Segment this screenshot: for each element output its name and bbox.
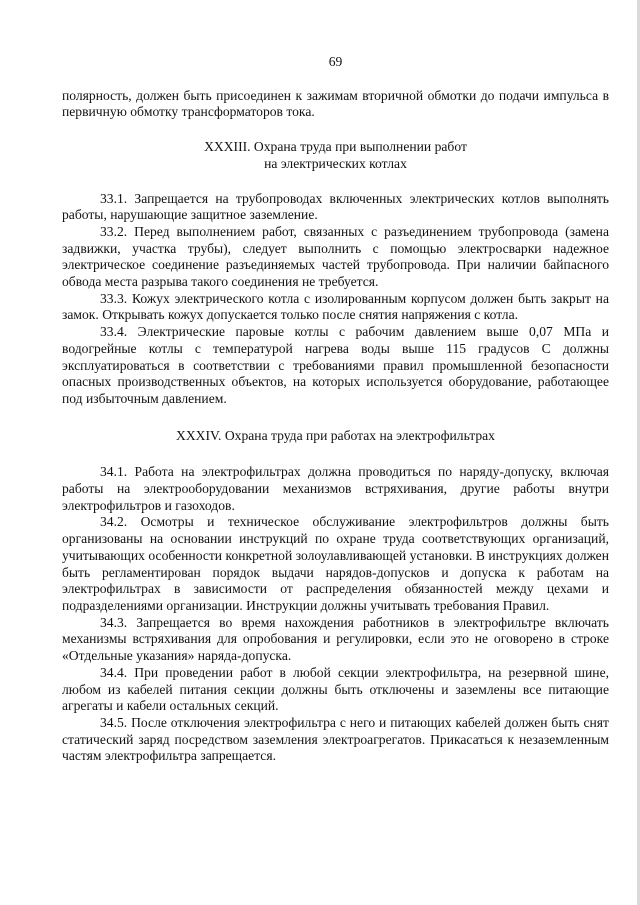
paragraph-34-2: 34.2. Осмотры и техническое обслуживание электрофильтров должны быть организованы на основании инструкций по охране труда соответствующих организаций, учитывающих особенности конкретной золоулавливающей установки. В инструкциях должен быть регламентирован порядок выдачи нарядов-допусков и допуска к работам на электрофильтрах в зависимости от распределения обязанностей между цехами и подразделениями организации. Инструкции должны учитывать требования Правил.: [62, 514, 609, 613]
section-33-body: [62, 191, 609, 408]
section-33-title-line-1: XXXIII. Охрана труда при выполнении работ: [204, 139, 467, 155]
document-page: [62, 54, 609, 765]
page-number: 69: [328, 54, 343, 69]
paragraph-34-4: 34.4. При проведении работ в любой секции электрофильтра, на резервной шине, любом из кабелей питания секции должны быть отключены и заземлены все питающие агрегаты и кабели остальных секций.: [62, 664, 609, 714]
section-33-heading: [62, 139, 609, 172]
paragraph-34-5: 34.5. После отключения электрофильтра с него и питающих кабелей должен быть снят статический заряд посредством заземления электроагрегатов. Прикасаться к незаземленным частям электрофильтра запрещается.: [62, 714, 609, 764]
section-34-body: [62, 464, 609, 765]
paragraph-33-1: 33.1. Запрещается на трубопроводах включенных электрических котлов выполнять работы, нарушающие защитное заземление.: [62, 190, 609, 223]
section-34-heading: [62, 428, 609, 445]
paragraph-33-2: 33.2. Перед выполнением работ, связанных с разъединением трубопровода (замена задвижки, участка трубы), следует выполнить с помощью электросварки надежное электрическое соединение разъединяемых частей трубопровода. При наличии байпасного обвода места разрыва такого соединения не требуется.: [62, 223, 609, 290]
paragraph-34-1: 34.1. Работа на электрофильтрах должна проводиться по наряду-допуску, включая работы на электрооборудовании механизмов встряхивания, другие работы внутри электрофильтров и газоходов.: [62, 464, 609, 513]
section-34-title: XXXIV. Охрана труда при работах на электрофильтрах: [176, 427, 495, 443]
intro-paragraph: полярность, должен быть присоединен к зажимам вторичной обмотки до подачи импульса в первичную обмотку трансформаторов тока.: [62, 87, 609, 120]
paragraph-33-4: 33.4. Электрические паровые котлы с рабочим давлением выше 0,07 МПа и водогрейные котлы с температурой нагрева воды выше 115 градусов С должны эксплуатироваться в соответствии с требованиями правил промышленной безопасности опасных производственных объектов, на которых используется оборудование, работающее под избыточным давлением.: [62, 324, 609, 406]
section-33-title-line-2: на электрических котлах: [264, 155, 407, 171]
paragraph-34-3: 34.3. Запрещается во время нахождения работников в электрофильтре включать механизмы встряхивания для опробования и регулировки, если это не оговорено в строке «Отдельные указания» наряда-допуска.: [62, 614, 609, 664]
paragraph-33-3: 33.3. Кожух электрического котла с изолированным корпусом должен быть закрыт на замок. Открывать кожух допускается только после снятия напряжения с котла.: [62, 290, 609, 323]
